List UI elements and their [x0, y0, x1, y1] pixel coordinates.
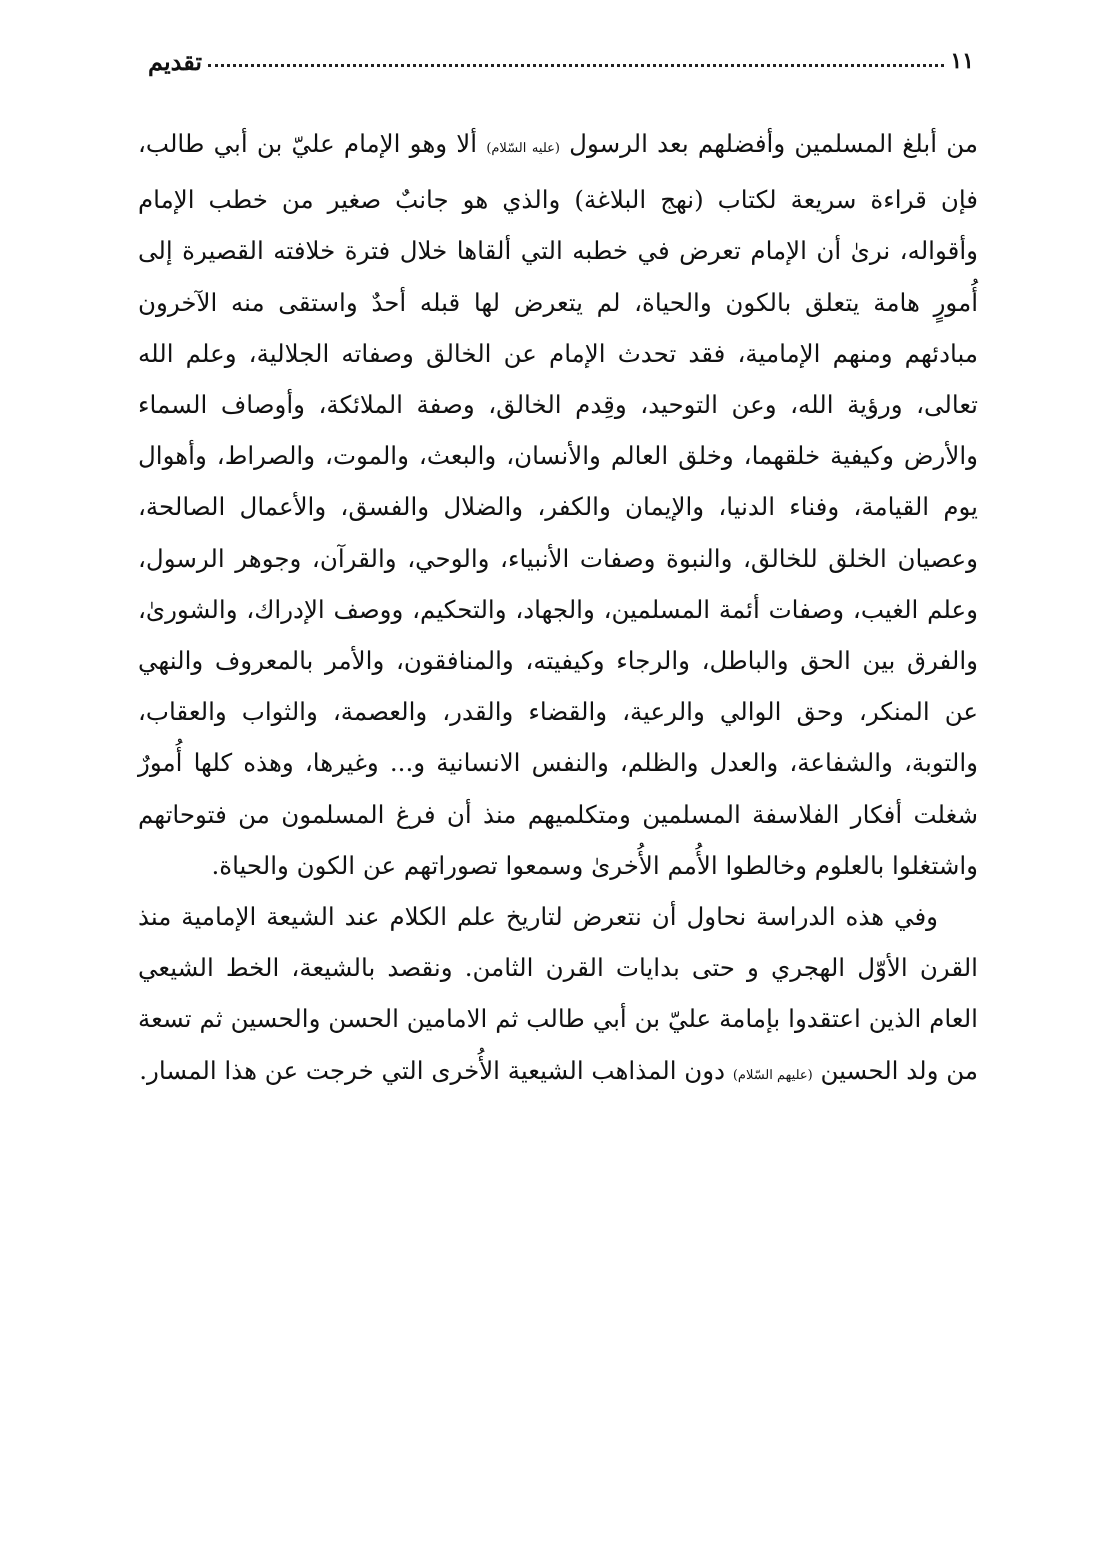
dot-leader [208, 64, 944, 67]
page-number: ١١ [950, 48, 974, 74]
text-segment: من أبلغ المسلمين وأفضلهم بعد الرسول [559, 129, 978, 158]
text-segment: ألا وهو الإمام عليّ بن أبي طالب، فإن قراءة سريعة لكتاب (نهج البلاغة) والذي هو جانبٌ صغير من خطب الإمام وأقواله، نرىٰ أن الإمام تعرض في خطبه التي ألقاها خلال فترة خلافته القصيرة إلى أُمورٍ هامة يتعلق بالكون والحياة، لم يتعرض لها قبله أحدٌ واستقى منه الآخرون مبادئهم ومنهم الإمامية، فقد تحدث الإمام عن الخالق وصفاته الجلالية، وعلم الله تعالى، ورؤية الله، وعن التوحيد، وقِدم الخالق، وصفة الملائكة، وأوصاف السماء والأرض وكيفية خلقهما، وخلق العالم والأنسان، والبعث، والموت، والصراط، وأهوال يوم القيامة، وفناء الدنيا، والإيمان والكفر، والضلال والفسق، والأعمال الصالحة، وعصيان الخلق للخالق، والنبوة وصفات الأنبياء، والوحي، والقرآن، وجوهر الرسول، وعلم الغيب، وصفات أئمة المسلمين، والجهاد، والتحكيم، ووصف الإدراك، والشورىٰ، والفرق بين الحق والباطل، والرجاء وكيفيته، والمنافقون، والأمر بالمعروف والنهي عن المنكر، وحق الوالي والرعية، والقضاء والقدر، والعصمة، والثواب والعقاب، والتوبة، والشفاعة، والعدل والظلم، والنفس الانسانية و... وغيرها، وهذه كلها أُمورٌ شغلت أفكار الفلاسفة المسلمين ومتكلميهم منذ أن فرغ المسلمون من فتوحاتهم واشتغلوا بالعلوم وخالطوا الأُمم الأُخرىٰ وسمعوا تصوراتهم عن الكون والحياة. [138, 129, 978, 880]
chapter-title: تقديم [148, 46, 203, 76]
paragraph [138, 891, 978, 1101]
honorific-text: (عليه السّلام) [486, 141, 560, 156]
text-segment: وفي هذه الدراسة نحاول أن نتعرض لتاريخ علم الكلام عند الشيعة الإمامية منذ القرن الأوّل الهجري و حتى بدايات القرن الثامن. ونقصد بالشيعة، الخط الشيعي العام الذين اعتقدوا بإمامة عليّ بن أبي طالب ثم الامامين الحسن والحسين ثم تسعة من ولد الحسين [138, 902, 978, 1085]
body-text [138, 118, 978, 1101]
text-segment: دون المذاهب الشيعية الأُخرى التي خرجت عن هذا المسار. [139, 1055, 733, 1085]
paragraph [138, 118, 978, 891]
honorific-text: (عليهم السّلام) [732, 1067, 813, 1083]
running-header [138, 36, 978, 86]
